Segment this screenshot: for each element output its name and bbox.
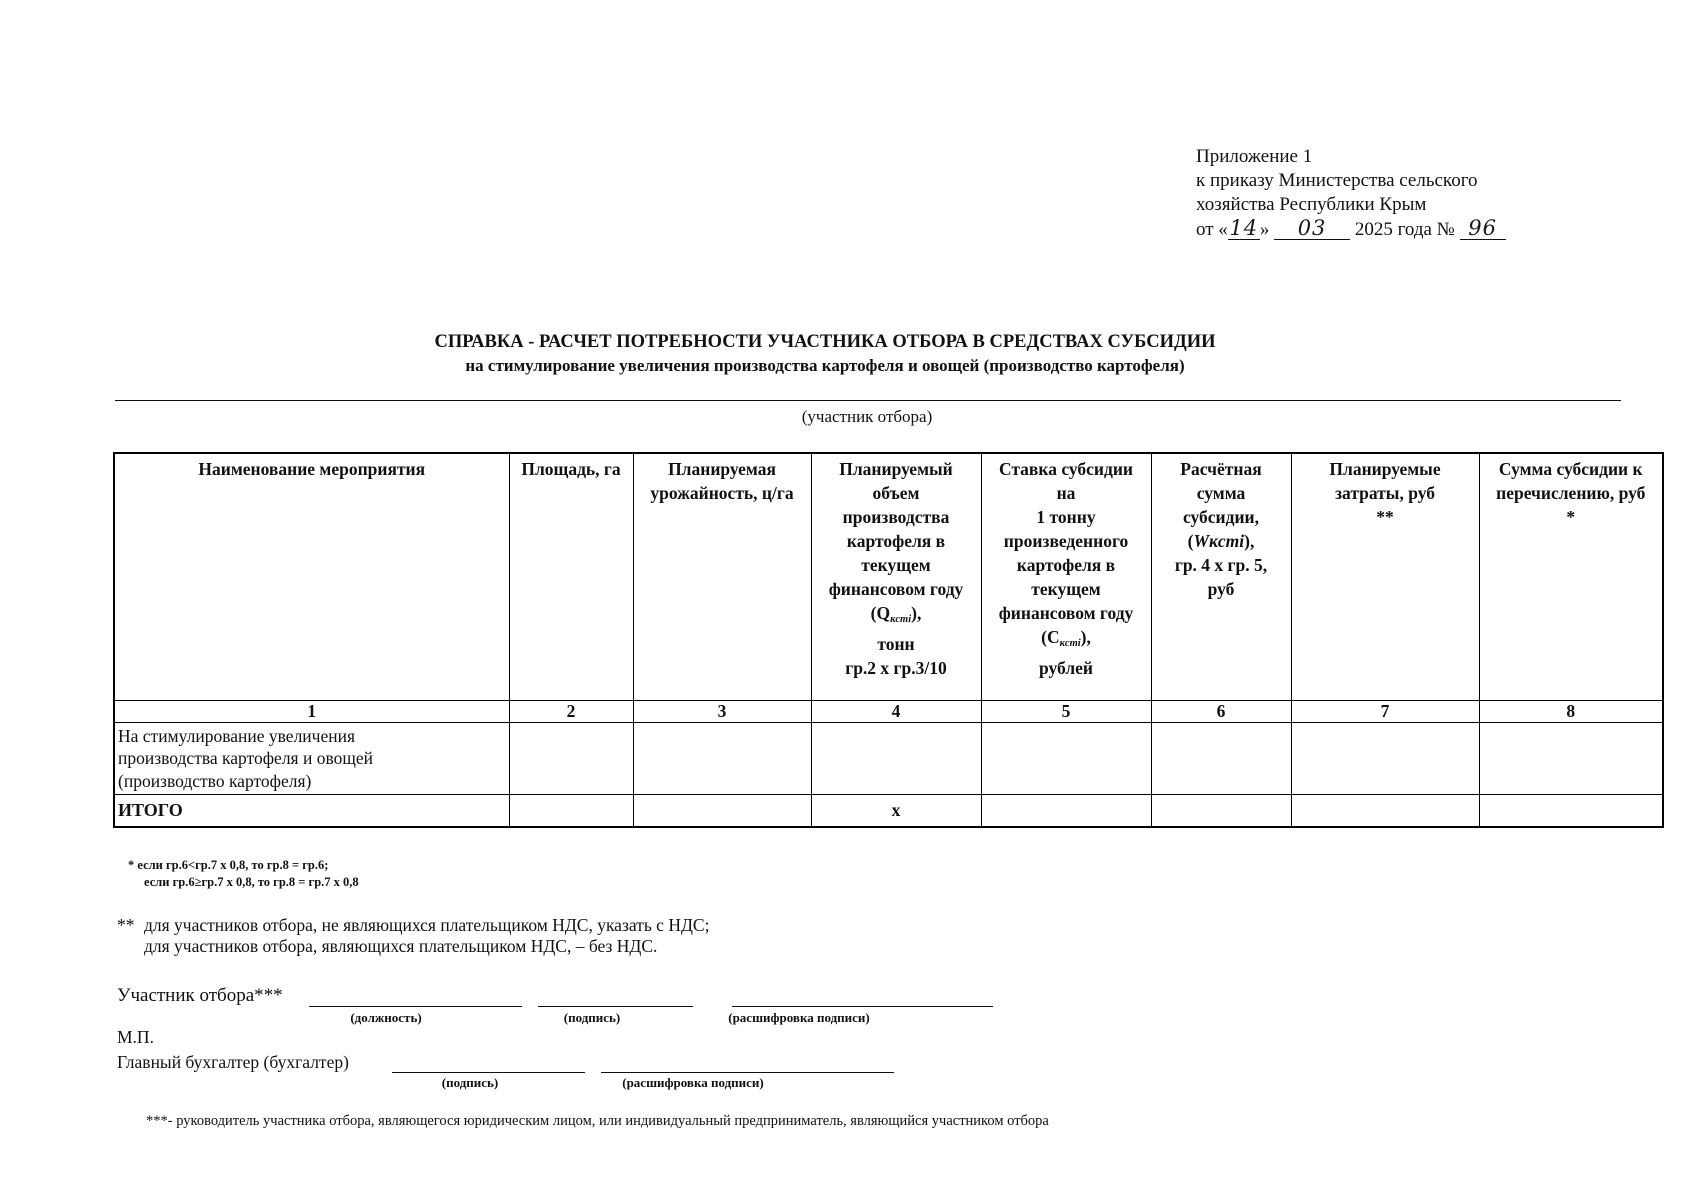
handwritten-month: 03 [1274, 217, 1350, 240]
symbol-suffix: ), [911, 603, 922, 623]
participant-name-line [115, 400, 1621, 401]
page-subtitle: на стимулирование увеличения производства картофеля и овощей (производство картофеля) [465, 356, 1185, 375]
header-area [509, 453, 633, 700]
footnote-double-star-marker: ** [117, 915, 135, 935]
accountant-signature-label: Главный бухгалтер (бухгалтер) [117, 1052, 349, 1072]
table-row [114, 722, 1663, 794]
volume-cell [811, 722, 981, 794]
symbol-prefix: (C [1041, 627, 1060, 647]
header-line: финансовом году [998, 603, 1134, 623]
area-cell [509, 722, 633, 794]
symbol-subscript: кcmi [1059, 638, 1081, 649]
header-planned-costs [1291, 453, 1479, 700]
column-number: 5 [981, 700, 1151, 722]
rate-cell [981, 722, 1151, 794]
position-line [309, 1006, 522, 1007]
header-line: на [1056, 483, 1076, 503]
total-calculated-subsidy-cell [1151, 794, 1291, 827]
position-caption: (должность) [350, 1010, 422, 1025]
calculated-subsidy-cell [1151, 722, 1291, 794]
handwritten-day: 14 [1229, 216, 1259, 240]
symbol-prefix: ( [1187, 531, 1194, 551]
footnote-single-star [128, 857, 328, 873]
header-line: Ставка субсидии [998, 459, 1134, 479]
header-line: сумма [1196, 483, 1246, 503]
column-number: 4 [811, 700, 981, 722]
accountant-signature-caption: (подпись) [441, 1075, 499, 1090]
column-number-row [114, 700, 1663, 722]
header-line: Планируемые [1329, 459, 1441, 479]
header-planned-yield [633, 453, 811, 700]
total-volume-mark: x [811, 794, 981, 827]
page-title: СПРАВКА - РАСЧЕТ ПОТРЕБНОСТИ УЧАСТНИКА ОТБОРА В СРЕДСТВАХ СУБСИДИИ [434, 332, 1216, 352]
symbol-variable: Wкcmi [1193, 531, 1245, 551]
planned-costs-cell [1291, 722, 1479, 794]
header-line: ** [1376, 507, 1394, 527]
column-number: 6 [1151, 700, 1291, 722]
activity-name-line: производства картофеля и овощей [118, 748, 373, 768]
total-yield-cell [633, 794, 811, 827]
header-line: * [1566, 507, 1576, 527]
header-line: Площадь, га [521, 459, 621, 479]
accountant-signature-line [392, 1072, 585, 1073]
total-label: ИТОГО [114, 794, 509, 827]
column-number: 8 [1479, 700, 1663, 722]
column-number: 3 [633, 700, 811, 722]
symbol-suffix: ), [1244, 531, 1255, 551]
seal-label: М.П. [117, 1027, 154, 1047]
header-line: текущем [1031, 579, 1101, 599]
header-line: Сумма субсидии к [1498, 459, 1643, 479]
participant-signature-label: Участник отбора*** [117, 985, 283, 1006]
header-activity-name [114, 453, 509, 700]
header-line: объем [872, 483, 920, 503]
date-close-quote: » [1259, 219, 1270, 240]
header-line: 1 тонну [1036, 507, 1096, 527]
column-number: 1 [114, 700, 509, 722]
header-line: картофеля в [846, 531, 946, 551]
header-line: тонн [877, 634, 915, 654]
column-number: 7 [1291, 700, 1479, 722]
footnote-double-star-line1: для участников отбора, не являющихся плательщиком НДС, указать с НДС; [144, 915, 710, 935]
handwritten-order-number: 96 [1460, 217, 1506, 240]
activity-name-line: (производство картофеля) [118, 770, 312, 791]
header-subsidy-rate [981, 453, 1151, 700]
header-symbol-line [814, 601, 979, 632]
footnote-marker: * [128, 858, 135, 872]
footnote-double-star-line2: для участников отбора, являющихся плательщиком НДС, – без НДС. [144, 936, 658, 956]
header-line: производства [842, 507, 950, 527]
header-line: картофеля в [1016, 555, 1116, 575]
appendix-date-line [1196, 217, 1506, 242]
subsidy-calculation-table [113, 452, 1664, 828]
header-line: гр.2 х гр.3/10 [845, 658, 947, 678]
header-line: финансовом году [828, 579, 964, 599]
header-line: урожайность, ц/га [650, 483, 794, 503]
appendix-title: Приложение 1 [1196, 146, 1313, 167]
total-row [114, 794, 1663, 827]
total-rate-cell [981, 794, 1151, 827]
header-line: текущем [861, 555, 931, 575]
header-line: субсидии, [1182, 507, 1260, 527]
header-line: Наименование мероприятия [198, 459, 426, 479]
header-line: Расчётная [1180, 459, 1262, 479]
header-line: перечислению, руб [1496, 483, 1646, 503]
header-line: гр. 4 х гр. 5, [1174, 555, 1268, 575]
footnote-text: если гр.6<гр.7 х 0,8, то гр.8 = гр.6; [137, 858, 329, 872]
decoding-caption: (расшифровка подписи) [728, 1010, 870, 1025]
symbol-prefix: (Q [870, 603, 891, 623]
column-number: 2 [509, 700, 633, 722]
header-line: Планируемая [668, 459, 776, 479]
header-line: руб [1207, 579, 1235, 599]
signature-caption: (подпись) [563, 1010, 621, 1025]
total-planned-costs-cell [1291, 794, 1479, 827]
header-calculated-subsidy [1151, 453, 1291, 700]
appendix-block [1196, 145, 1506, 242]
yield-cell [633, 722, 811, 794]
header-line: рублей [1038, 658, 1093, 678]
footnote-single-star-line2: если гр.6≥гр.7 х 0,8, то гр.8 = гр.7 х 0,8 [144, 875, 359, 889]
header-planned-volume [811, 453, 981, 700]
header-subsidy-to-transfer [1479, 453, 1663, 700]
accountant-decoding-line [601, 1072, 894, 1073]
header-line: затраты, руб [1335, 483, 1435, 503]
appendix-ministry-line: хозяйства Республики Крым [1196, 194, 1427, 215]
year-label: 2025 года № [1354, 219, 1455, 240]
header-line: Планируемый [839, 459, 953, 479]
decoding-line [732, 1006, 993, 1007]
activity-name-cell [114, 722, 509, 794]
total-subsidy-to-transfer-cell [1479, 794, 1663, 827]
symbol-suffix: ), [1080, 627, 1091, 647]
participant-caption: (участник отбора) [801, 407, 933, 426]
header-symbol-line [1154, 529, 1289, 553]
total-area-cell [509, 794, 633, 827]
signature-line [538, 1006, 693, 1007]
accountant-decoding-caption: (расшифровка подписи) [622, 1075, 764, 1090]
header-symbol-line [984, 625, 1149, 656]
footnote-triple-star: ***- руководитель участника отбора, являющегося юридическим лицом, или индивидуальный предприниматель, являющийся участником отбора [146, 1113, 1049, 1129]
appendix-order-line: к приказу Министерства сельского [1196, 170, 1478, 191]
header-line: произведенного [1003, 531, 1129, 551]
activity-name-line: На стимулирование увеличения [118, 725, 356, 746]
table-header-row [114, 453, 1663, 700]
date-prefix: от « [1196, 219, 1228, 240]
symbol-subscript: кcmi [890, 614, 912, 625]
subsidy-to-transfer-cell [1479, 722, 1663, 794]
